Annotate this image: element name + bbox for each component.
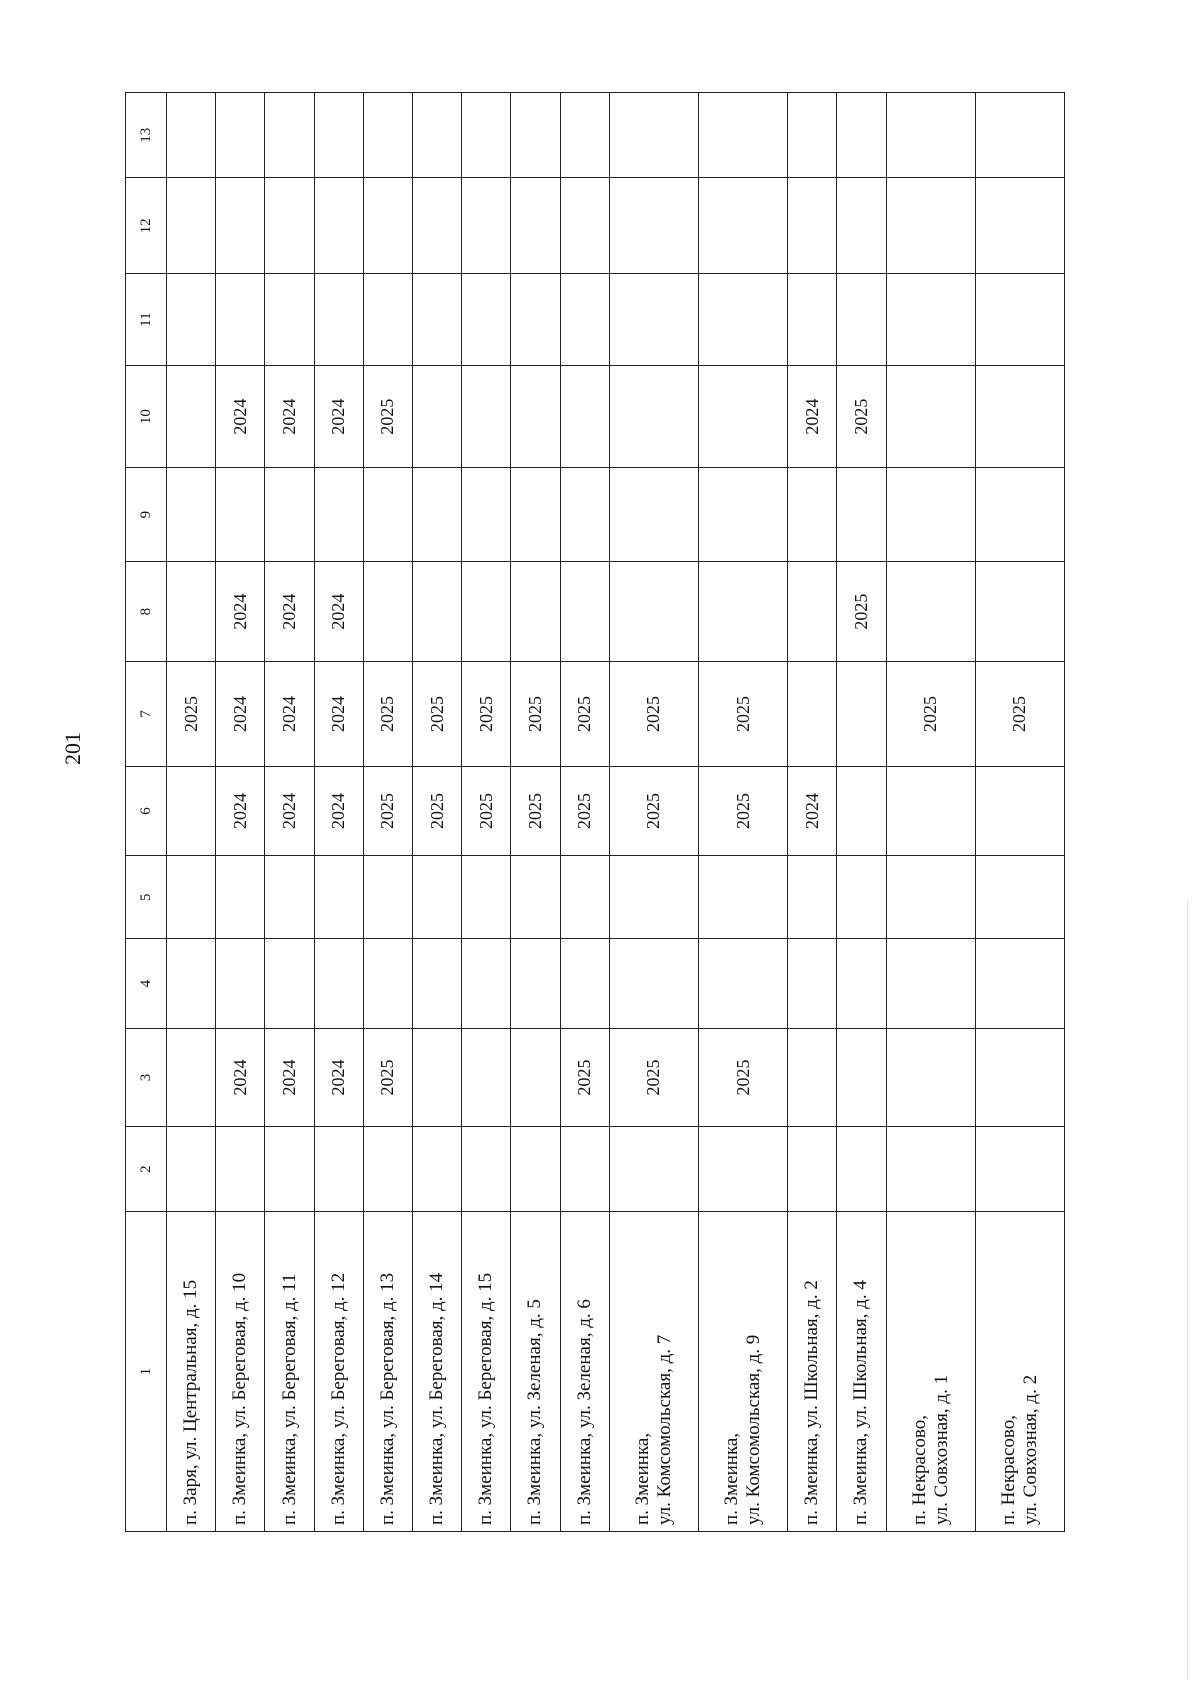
year-cell: [560, 274, 609, 366]
year-cell: [788, 1126, 837, 1211]
address-cell: п. Змеинка, ул. Береговая, д. 10: [216, 1212, 265, 1532]
column-header-10: 10: [126, 365, 167, 467]
year-cell: 2025: [363, 365, 412, 467]
year-cell: [975, 856, 1064, 939]
year-cell: [837, 856, 886, 939]
year-cell: [975, 939, 1064, 1029]
year-cell: [788, 93, 837, 178]
year-cell: 2024: [216, 1028, 265, 1126]
year-cell: [560, 178, 609, 274]
table-body: [167, 93, 1065, 1532]
year-cell: [462, 856, 511, 939]
table-row: [837, 93, 886, 1532]
year-cell: 2024: [265, 365, 314, 467]
year-cell: [886, 562, 975, 662]
year-cell: [412, 274, 461, 366]
address-cell: п. Некрасово, ул. Совхозная, д. 2: [975, 1212, 1064, 1532]
year-cell: 2024: [788, 365, 837, 467]
year-cell: 2024: [314, 662, 363, 766]
year-cell: [462, 365, 511, 467]
year-cell: 2024: [216, 365, 265, 467]
year-cell: [511, 939, 560, 1029]
year-cell: [837, 178, 886, 274]
header-row: [126, 93, 167, 1532]
year-cell: 2024: [216, 562, 265, 662]
year-cell: [265, 93, 314, 178]
year-cell: [462, 562, 511, 662]
year-cell: [363, 562, 412, 662]
year-cell: [412, 562, 461, 662]
year-cell: [314, 856, 363, 939]
year-cell: [975, 1126, 1064, 1211]
year-cell: [314, 178, 363, 274]
year-cell: [412, 939, 461, 1029]
table-row: [560, 93, 609, 1532]
year-cell: [698, 274, 787, 366]
year-cell: [698, 856, 787, 939]
column-header-1: 1: [126, 1212, 167, 1532]
column-header-12: 12: [126, 178, 167, 274]
table-row: [462, 93, 511, 1532]
table-row: [314, 93, 363, 1532]
year-cell: [462, 93, 511, 178]
year-cell: [560, 562, 609, 662]
table-row: [511, 93, 560, 1532]
year-cell: [216, 939, 265, 1029]
year-cell: [265, 468, 314, 562]
year-cell: [975, 93, 1064, 178]
scan-edge-line: [1187, 900, 1188, 1680]
column-header-8: 8: [126, 562, 167, 662]
column-header-13: 13: [126, 93, 167, 178]
year-cell: [462, 274, 511, 366]
year-cell: [511, 562, 560, 662]
year-cell: [412, 468, 461, 562]
year-cell: [167, 939, 216, 1029]
year-cell: [216, 1126, 265, 1211]
year-cell: [363, 93, 412, 178]
address-cell: п. Змеинка, ул. Береговая, д. 14: [412, 1212, 461, 1532]
address-cell: п. Змеинка, ул. Зеленая, д. 6: [560, 1212, 609, 1532]
year-cell: 2025: [363, 766, 412, 856]
table-row: [886, 93, 975, 1532]
year-cell: [788, 662, 837, 766]
year-cell: [412, 365, 461, 467]
year-cell: [975, 178, 1064, 274]
year-cell: [462, 1028, 511, 1126]
year-cell: [837, 939, 886, 1029]
year-cell: 2024: [314, 766, 363, 856]
schedule-table: [125, 92, 1065, 1532]
address-cell: п. Змеинка, ул. Школьная, д. 4: [837, 1212, 886, 1532]
year-cell: [698, 562, 787, 662]
table-row: [788, 93, 837, 1532]
year-cell: 2025: [511, 766, 560, 856]
year-cell: [462, 178, 511, 274]
year-cell: [560, 93, 609, 178]
year-cell: [314, 939, 363, 1029]
year-cell: [511, 468, 560, 562]
year-cell: [314, 468, 363, 562]
year-cell: [609, 1126, 698, 1211]
year-cell: [167, 93, 216, 178]
year-cell: [462, 468, 511, 562]
address-cell: п. Змеинка, ул. Береговая, д. 15: [462, 1212, 511, 1532]
year-cell: 2024: [216, 766, 265, 856]
year-cell: [560, 856, 609, 939]
year-cell: [167, 766, 216, 856]
year-cell: [698, 365, 787, 467]
table-row: [167, 93, 216, 1532]
year-cell: [837, 766, 886, 856]
column-header-7: 7: [126, 662, 167, 766]
year-cell: [975, 468, 1064, 562]
year-cell: [560, 939, 609, 1029]
year-cell: [886, 468, 975, 562]
page-number: 201: [60, 732, 85, 765]
year-cell: [975, 1028, 1064, 1126]
rotated-table: [125, 92, 1065, 1532]
year-cell: [412, 1028, 461, 1126]
year-cell: [511, 274, 560, 366]
year-cell: [314, 274, 363, 366]
year-cell: [886, 766, 975, 856]
year-cell: 2024: [265, 662, 314, 766]
year-cell: 2025: [560, 662, 609, 766]
year-cell: [837, 274, 886, 366]
year-cell: 2025: [560, 766, 609, 856]
year-cell: [216, 178, 265, 274]
year-cell: 2025: [511, 662, 560, 766]
year-cell: 2024: [314, 365, 363, 467]
column-header-4: 4: [126, 939, 167, 1029]
year-cell: [698, 178, 787, 274]
year-cell: [363, 939, 412, 1029]
year-cell: [216, 468, 265, 562]
year-cell: [975, 562, 1064, 662]
year-cell: [412, 1126, 461, 1211]
address-cell: п. Змеинка, ул. Комсомольская, д. 9: [698, 1212, 787, 1532]
year-cell: 2025: [167, 662, 216, 766]
table-row: [609, 93, 698, 1532]
year-cell: [216, 856, 265, 939]
year-cell: [609, 856, 698, 939]
year-cell: [837, 662, 886, 766]
year-cell: [167, 1126, 216, 1211]
year-cell: [788, 939, 837, 1029]
year-cell: [609, 274, 698, 366]
year-cell: [167, 1028, 216, 1126]
year-cell: [837, 1126, 886, 1211]
year-cell: [265, 856, 314, 939]
year-cell: [167, 562, 216, 662]
year-cell: [886, 939, 975, 1029]
year-cell: [698, 939, 787, 1029]
year-cell: 2024: [265, 562, 314, 662]
year-cell: [609, 562, 698, 662]
address-cell: п. Некрасово, ул. Совхозная, д. 1: [886, 1212, 975, 1532]
address-cell: п. Змеинка, ул. Береговая, д. 12: [314, 1212, 363, 1532]
year-cell: [788, 1028, 837, 1126]
year-cell: [511, 178, 560, 274]
year-cell: [886, 1126, 975, 1211]
year-cell: 2025: [609, 766, 698, 856]
year-cell: [314, 93, 363, 178]
year-cell: 2025: [975, 662, 1064, 766]
year-cell: [363, 856, 412, 939]
year-cell: 2025: [462, 662, 511, 766]
year-cell: 2025: [609, 662, 698, 766]
year-cell: [975, 365, 1064, 467]
table-row: [975, 93, 1064, 1532]
address-cell: п. Змеинка, ул. Береговая, д. 13: [363, 1212, 412, 1532]
year-cell: [265, 1126, 314, 1211]
year-cell: [167, 365, 216, 467]
year-cell: [363, 1126, 412, 1211]
year-cell: [265, 178, 314, 274]
year-cell: 2025: [837, 562, 886, 662]
year-cell: [167, 856, 216, 939]
year-cell: [609, 468, 698, 562]
year-cell: [167, 468, 216, 562]
column-header-3: 3: [126, 1028, 167, 1126]
column-header-5: 5: [126, 856, 167, 939]
year-cell: [788, 468, 837, 562]
column-header-9: 9: [126, 468, 167, 562]
year-cell: 2025: [698, 1028, 787, 1126]
year-cell: 2024: [788, 766, 837, 856]
year-cell: [698, 1126, 787, 1211]
year-cell: [886, 178, 975, 274]
address-cell: п. Змеинка, ул. Комсомольская, д. 7: [609, 1212, 698, 1532]
table-row: [412, 93, 461, 1532]
address-cell: п. Заря, ул. Центральная, д. 15: [167, 1212, 216, 1532]
year-cell: [167, 178, 216, 274]
year-cell: [363, 468, 412, 562]
year-cell: [837, 93, 886, 178]
year-cell: [560, 1126, 609, 1211]
column-header-11: 11: [126, 274, 167, 366]
year-cell: [314, 1126, 363, 1211]
year-cell: [788, 856, 837, 939]
table-row: [265, 93, 314, 1532]
year-cell: [560, 468, 609, 562]
year-cell: [265, 274, 314, 366]
year-cell: [560, 365, 609, 467]
year-cell: [511, 365, 560, 467]
year-cell: 2024: [314, 1028, 363, 1126]
year-cell: [511, 1126, 560, 1211]
year-cell: [412, 93, 461, 178]
year-cell: [609, 365, 698, 467]
year-cell: 2025: [363, 1028, 412, 1126]
year-cell: [462, 1126, 511, 1211]
year-cell: [412, 856, 461, 939]
year-cell: [511, 93, 560, 178]
table-row: [216, 93, 265, 1532]
year-cell: [886, 1028, 975, 1126]
year-cell: [698, 468, 787, 562]
year-cell: [167, 274, 216, 366]
year-cell: [886, 365, 975, 467]
table-row: [363, 93, 412, 1532]
address-cell: п. Змеинка, ул. Школьная, д. 2: [788, 1212, 837, 1532]
year-cell: 2025: [886, 662, 975, 766]
year-cell: [837, 1028, 886, 1126]
year-cell: [609, 939, 698, 1029]
year-cell: [216, 274, 265, 366]
column-header-6: 6: [126, 766, 167, 856]
year-cell: 2025: [609, 1028, 698, 1126]
year-cell: [788, 562, 837, 662]
year-cell: [886, 93, 975, 178]
year-cell: 2025: [837, 365, 886, 467]
table-row: [698, 93, 787, 1532]
year-cell: [788, 178, 837, 274]
year-cell: [511, 1028, 560, 1126]
year-cell: [609, 178, 698, 274]
year-cell: 2025: [698, 766, 787, 856]
year-cell: [975, 766, 1064, 856]
address-cell: п. Змеинка, ул. Береговая, д. 11: [265, 1212, 314, 1532]
year-cell: [462, 939, 511, 1029]
year-cell: 2025: [462, 766, 511, 856]
address-cell: п. Змеинка, ул. Зеленая, д. 5: [511, 1212, 560, 1532]
year-cell: 2025: [412, 662, 461, 766]
year-cell: [216, 93, 265, 178]
year-cell: [363, 178, 412, 274]
column-header-2: 2: [126, 1126, 167, 1211]
year-cell: [886, 856, 975, 939]
year-cell: [412, 178, 461, 274]
year-cell: [886, 274, 975, 366]
year-cell: [363, 274, 412, 366]
year-cell: [837, 468, 886, 562]
year-cell: [609, 93, 698, 178]
year-cell: 2025: [363, 662, 412, 766]
year-cell: 2025: [698, 662, 787, 766]
year-cell: 2025: [560, 1028, 609, 1126]
year-cell: [788, 274, 837, 366]
year-cell: 2024: [314, 562, 363, 662]
year-cell: [265, 939, 314, 1029]
year-cell: 2025: [412, 766, 461, 856]
year-cell: 2024: [265, 766, 314, 856]
year-cell: [975, 274, 1064, 366]
table-header: [126, 93, 167, 1532]
year-cell: [698, 93, 787, 178]
year-cell: [511, 856, 560, 939]
year-cell: 2024: [265, 1028, 314, 1126]
year-cell: 2024: [216, 662, 265, 766]
